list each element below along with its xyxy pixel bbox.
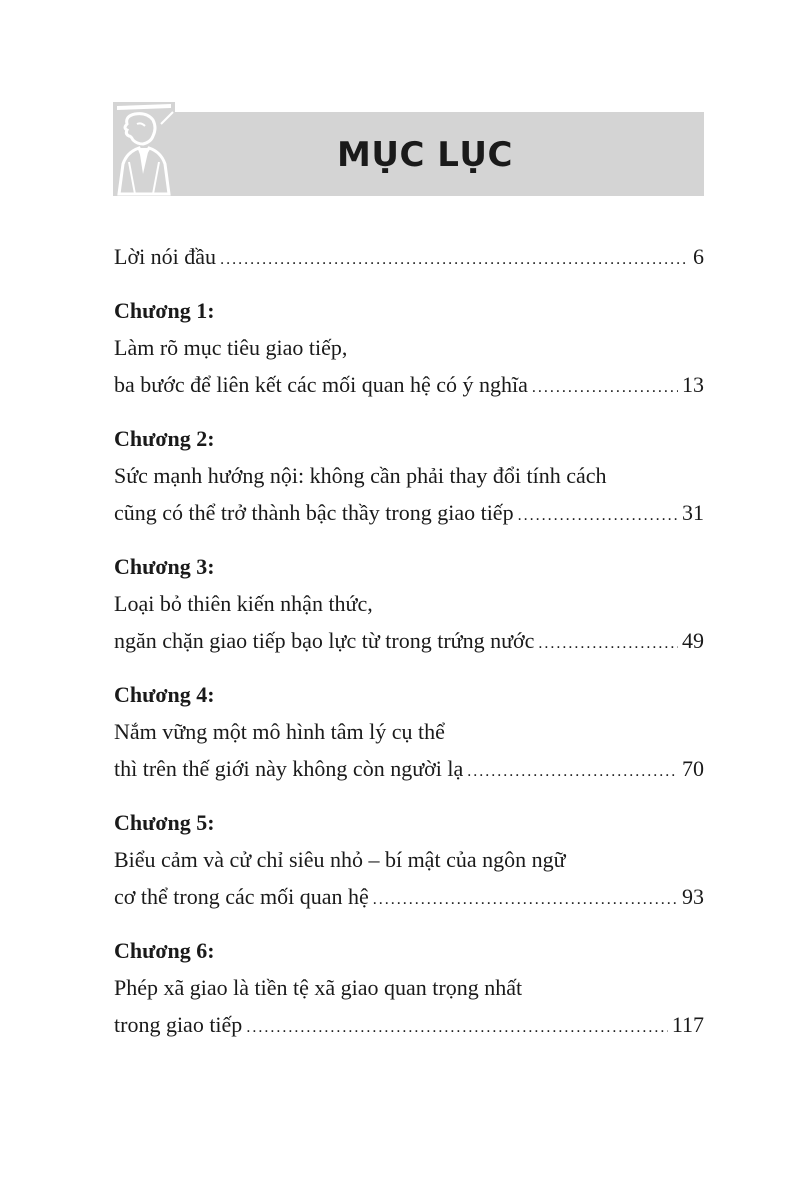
toc-entry-chapter-1[interactable] [114, 292, 704, 403]
chapter-title-line: Loại bỏ thiên kiến nhận thức, [114, 591, 373, 616]
chapter-label: Chương 4: [114, 682, 215, 707]
chapter-title-line: cơ thể trong các mối quan hệ [114, 884, 369, 909]
chapter-title-line: Phép xã giao là tiền tệ xã giao quan trọng nhất [114, 975, 523, 1000]
chapter-title-line: Nắm vững một mô hình tâm lý cụ thể [114, 719, 445, 744]
chapter-title-line: Làm rõ mục tiêu giao tiếp, [114, 335, 348, 360]
page-number: 93 [682, 884, 704, 909]
chapter-label: Chương 3: [114, 554, 215, 579]
chapter-label: Chương 2: [114, 426, 215, 451]
page-title: MỤC LỤC [337, 135, 513, 175]
dot-leader [532, 366, 678, 403]
chapter-title-line: ngăn chặn giao tiếp bạo lực từ trong trứng nước [114, 628, 535, 653]
toc-entry-chapter-3[interactable] [114, 548, 704, 659]
chapter-label: Chương 6: [114, 938, 215, 963]
person-silhouette-icon [113, 102, 175, 196]
dot-leader [220, 238, 689, 275]
page-number: 31 [682, 500, 704, 525]
dot-leader [246, 1006, 668, 1043]
preface-title: Lời nói đầu [114, 244, 217, 269]
dot-leader [373, 878, 678, 915]
page-number: 117 [671, 1012, 704, 1037]
chapter-title-line: cũng có thể trở thành bậc thầy trong giao tiếp [114, 500, 514, 525]
chapter-title-line: trong giao tiếp [114, 1012, 243, 1037]
chapter-label: Chương 1: [114, 298, 215, 323]
toc-entry-chapter-5[interactable] [114, 804, 704, 915]
chapter-title-line: Sức mạnh hướng nội: không cần phải thay đổi tính cách [114, 463, 607, 488]
page-number: 6 [693, 244, 704, 269]
toc-entry-preface[interactable] [114, 238, 704, 275]
page-number: 13 [682, 372, 704, 397]
page-number: 70 [682, 756, 704, 781]
toc-entry-chapter-6[interactable] [114, 932, 704, 1043]
table-of-contents [114, 238, 704, 1043]
toc-entry-chapter-4[interactable] [114, 676, 704, 787]
dot-leader [538, 622, 678, 659]
dot-leader [467, 750, 678, 787]
chapter-title-line: Biểu cảm và cử chỉ siêu nhỏ – bí mật của ngôn ngữ [114, 847, 566, 872]
dot-leader [518, 494, 678, 531]
toc-entry-chapter-2[interactable] [114, 420, 704, 531]
chapter-label: Chương 5: [114, 810, 215, 835]
chapter-title-line: ba bước để liên kết các mối quan hệ có ý nghĩa [114, 372, 528, 397]
page-number: 49 [682, 628, 704, 653]
chapter-title-line: thì trên thế giới này không còn người lạ [114, 756, 464, 781]
